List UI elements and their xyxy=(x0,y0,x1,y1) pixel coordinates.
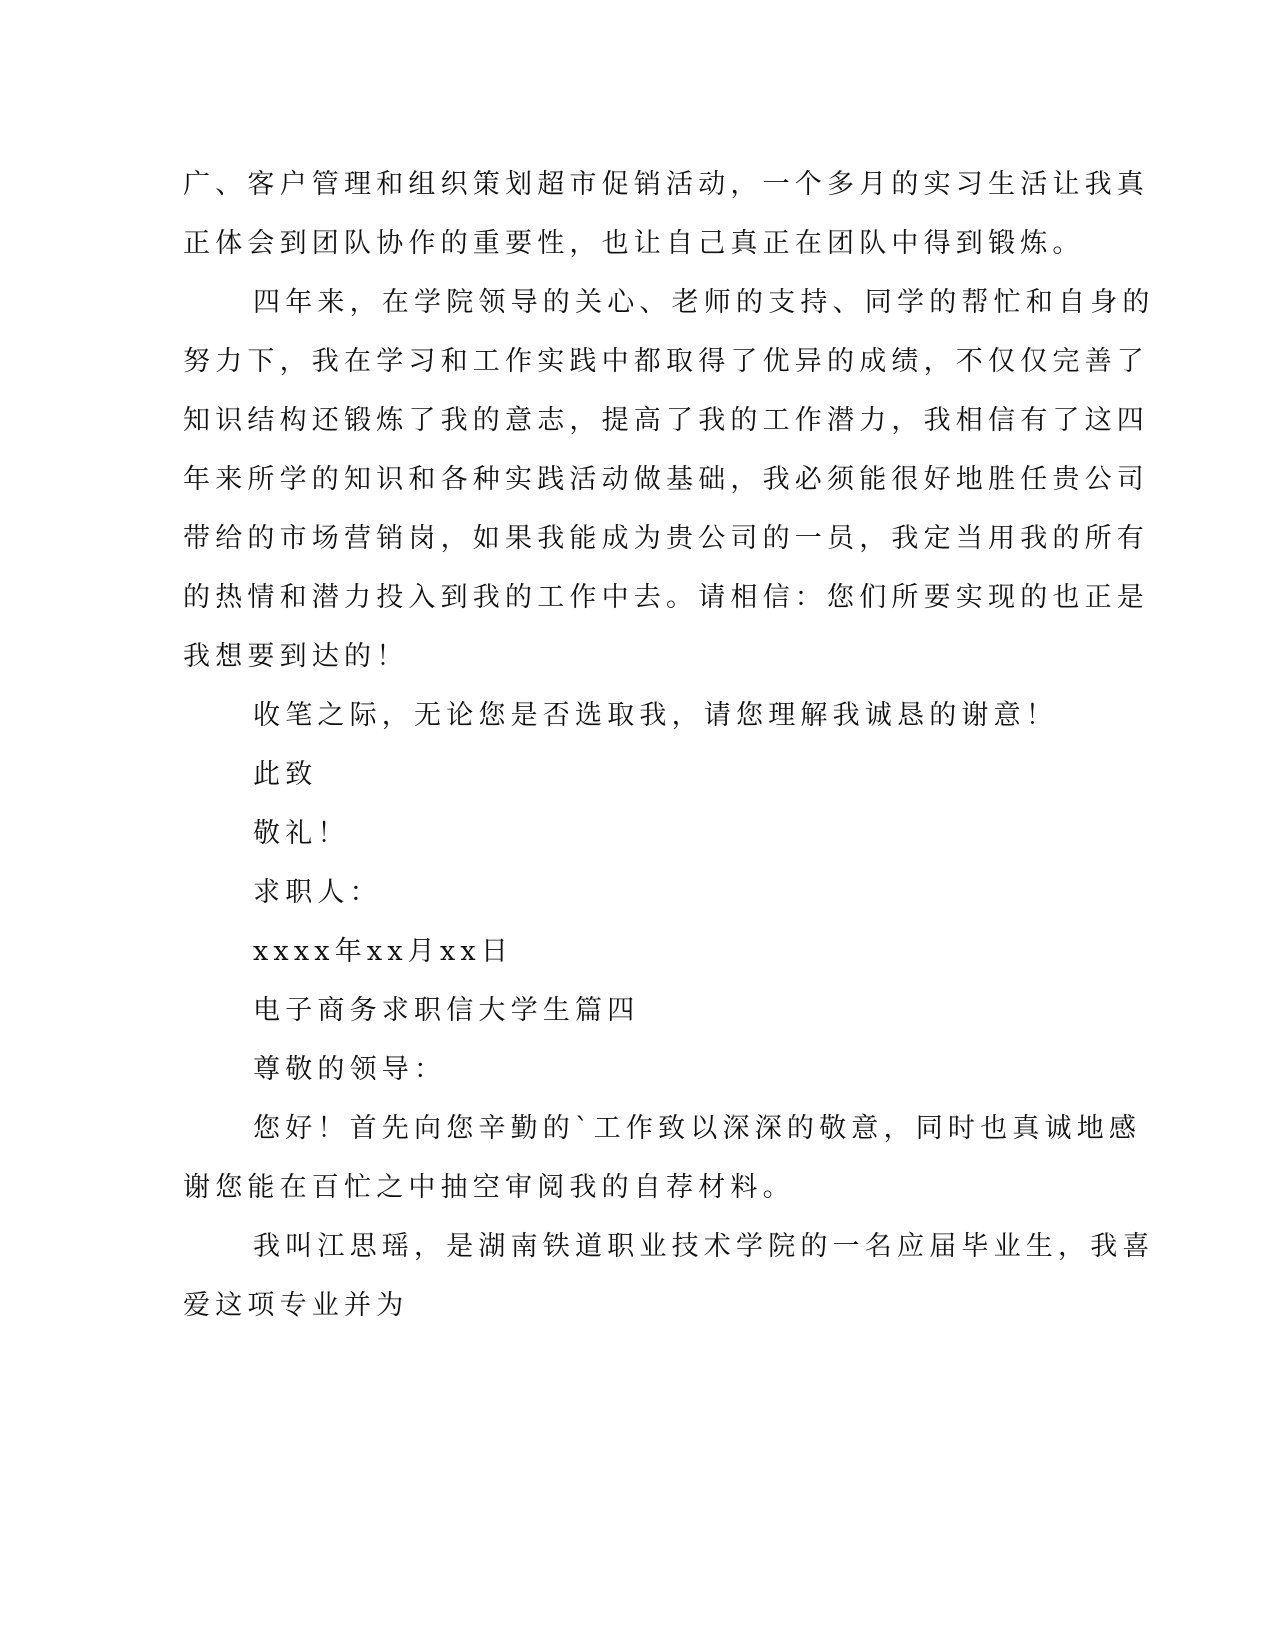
text-line-12: 敬礼！ xyxy=(253,818,350,849)
text-line-18: 谢您能在百忙之中抽空审阅我的自荐材料。 xyxy=(183,1172,795,1203)
text-line-10: 收笔之际，无论您是否选取我，请您理解我诚恳的谢意！ xyxy=(253,700,1058,731)
text-line-2: 正体会到团队协作的重要性，也让自己真正在团队中得到锻炼。 xyxy=(183,228,1085,259)
text-line-11: 此致 xyxy=(253,759,318,790)
text-line-13: 求职人： xyxy=(253,877,382,908)
text-line-14: xxxx年xx月xx日 xyxy=(253,936,514,967)
text-line-7: 带给的市场营销岗，如果我能成为贵公司的一员，我定当用我的所有 xyxy=(183,523,1149,554)
text-line-16: 尊敬的领导： xyxy=(253,1054,447,1085)
text-line-17: 您好！首先向您辛勤的`工作致以深深的敬意，同时也真诚地感 xyxy=(253,1113,1142,1144)
letter-body xyxy=(183,155,1155,1335)
text-line-20: 爱这项专业并为 xyxy=(183,1290,409,1321)
text-line-8: 的热情和潜力投入到我的工作中去。请相信：您们所要实现的也正是 xyxy=(183,582,1149,613)
text-line-9: 我想要到达的！ xyxy=(183,641,409,672)
text-line-19: 我叫江思瑶，是湖南铁道职业技术学院的一名应届毕业生，我喜 xyxy=(253,1231,1155,1262)
text-line-1: 广、客户管理和组织策划超市促销活动，一个多月的实习生活让我真 xyxy=(183,169,1149,200)
text-line-15: 电子商务求职信大学生篇四 xyxy=(253,995,640,1026)
text-line-4: 努力下，我在学习和工作实践中都取得了优异的成绩，不仅仅完善了 xyxy=(183,346,1149,377)
text-line-6: 年来所学的知识和各种实践活动做基础，我必须能很好地胜任贵公司 xyxy=(183,464,1149,495)
text-line-3: 四年来，在学院领导的关心、老师的支持、同学的帮忙和自身的 xyxy=(253,287,1155,318)
text-line-5: 知识结构还锻炼了我的意志，提高了我的工作潜力，我相信有了这四 xyxy=(183,405,1149,436)
